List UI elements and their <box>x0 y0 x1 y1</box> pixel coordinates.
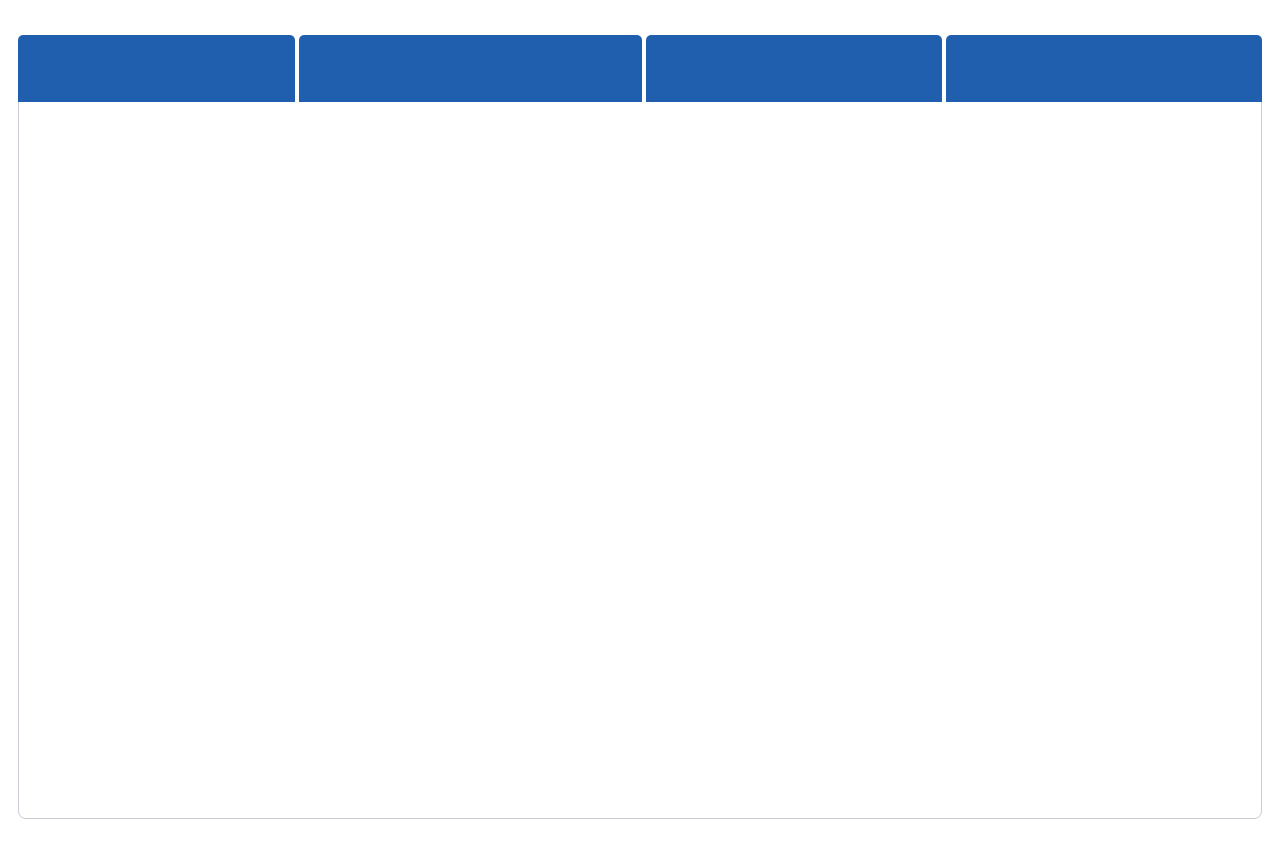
table-body <box>18 102 1262 819</box>
header-new <box>646 35 942 102</box>
header-refurbished-used <box>299 35 642 102</box>
header-decision-factor <box>18 35 295 102</box>
header-custom-specialty <box>946 35 1262 102</box>
